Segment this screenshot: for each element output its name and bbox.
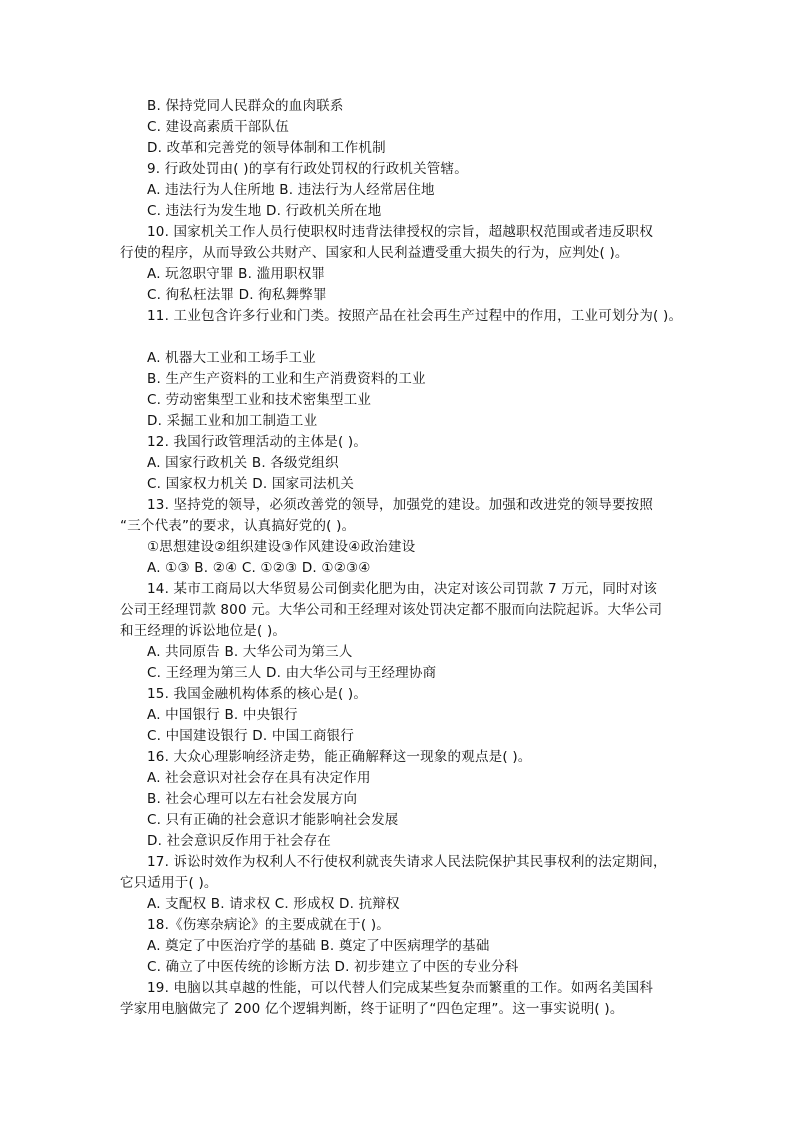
- option-line: ①思想建设②组织建设③作风建设④政治建设: [147, 539, 416, 555]
- question-line: 12. 我国行政管理活动的主体是( )。: [147, 434, 368, 450]
- question-line: 15. 我国金融机构体系的核心是( )。: [147, 686, 368, 702]
- option-line: A. 国家行政机关 B. 各级党组织: [147, 455, 339, 471]
- question-line: 18.《伤寒杂病论》的主要成就在于( )。: [147, 917, 390, 933]
- option-line: A. 支配权 B. 请求权 C. 形成权 D. 抗辩权: [147, 896, 400, 912]
- question-line: 行使的程序，从而导致公共财产、国家和人民利益遭受重大损失的行为，应判处( )。: [120, 245, 629, 261]
- option-line: A. 机器大工业和工场手工业: [147, 350, 316, 366]
- option-line: B. 生产生产资料的工业和生产消费资料的工业: [147, 371, 426, 387]
- option-line: D. 采掘工业和加工制造工业: [147, 413, 318, 429]
- question-line: 9. 行政处罚由( )的享有行政处罚权的行政机关管辖。: [147, 161, 468, 177]
- option-line: C. 国家权力机关 D. 国家司法机关: [147, 476, 355, 492]
- option-line: C. 建设高素质干部队伍: [147, 119, 289, 135]
- question-line: 16. 大众心理影响经济走势，能正确解释这一现象的观点是( )。: [147, 749, 532, 765]
- option-line: A. 玩忽职守罪 B. 滥用职权罪: [147, 266, 326, 282]
- question-line: 和王经理的诉讼地位是( )。: [120, 623, 287, 639]
- option-line: A. 共同原告 B. 大华公司为第三人: [147, 644, 353, 660]
- option-line: C. 确立了中医传统的诊断方法 D. 初步建立了中医的专业分科: [147, 959, 519, 975]
- question-line: 学家用电脑做完了 200 亿个逻辑判断，终于证明了“四色定理”。这一事实说明( )。: [120, 1001, 624, 1017]
- option-line: D. 改革和完善党的领导体制和工作机制: [147, 140, 386, 156]
- question-line: 17. 诉讼时效作为权利人不行使权利就丧失请求人民法院保护其民事权利的法定期间，: [147, 854, 667, 870]
- question-line: 它只适用于( )。: [120, 875, 218, 891]
- option-line: B. 保持党同人民群众的血肉联系: [147, 98, 344, 114]
- question-line: 19. 电脑以其卓越的性能，可以代替人们完成某些复杂而繁重的工作。如两名美国科: [147, 980, 654, 996]
- option-line: A. 奠定了中医治疗学的基础 B. 奠定了中医病理学的基础: [147, 938, 490, 954]
- option-line: A. 社会意识对社会存在具有决定作用: [147, 770, 371, 786]
- option-line: A. 中国银行 B. 中央银行: [147, 707, 298, 723]
- question-line: 公司王经理罚款 800 元。大华公司和王经理对该处罚决定都不服而向法院起诉。大华公司: [120, 602, 663, 618]
- option-line: C. 中国建设银行 D. 中国工商银行: [147, 728, 355, 744]
- option-line: C. 王经理为第三人 D. 由大华公司与王经理协商: [147, 665, 437, 681]
- question-line: 13. 坚持党的领导，必须改善党的领导，加强党的建设。加强和改进党的领导要按照: [147, 497, 654, 513]
- question-line: “三个代表”的要求，认真搞好党的( )。: [120, 518, 356, 534]
- option-line: C. 徇私枉法罪 D. 徇私舞弊罪: [147, 287, 327, 303]
- question-line: 14. 某市工商局以大华贸易公司倒卖化肥为由，决定对该公司罚款 7 万元，同时对该: [147, 581, 658, 597]
- option-line: C. 违法行为发生地 D. 行政机关所在地: [147, 203, 382, 219]
- option-line: C. 劳动密集型工业和技术密集型工业: [147, 392, 372, 408]
- question-line: 11. 工业包含许多行业和门类。按照产品在社会再生产过程中的作用，工业可划分为( )。: [147, 308, 683, 324]
- option-line: C. 只有正确的社会意识才能影响社会发展: [147, 812, 399, 828]
- question-line: 10. 国家机关工作人员行使职权时违背法律授权的宗旨，超越职权范围或者违反职权: [147, 224, 654, 240]
- option-line: A. ①③ B. ②④ C. ①②③ D. ①②③④: [147, 560, 371, 576]
- option-line: A. 违法行为人住所地 B. 违法行为人经常居住地: [147, 182, 435, 198]
- option-line: D. 社会意识反作用于社会存在: [147, 833, 331, 849]
- option-line: B. 社会心理可以左右社会发展方向: [147, 791, 358, 807]
